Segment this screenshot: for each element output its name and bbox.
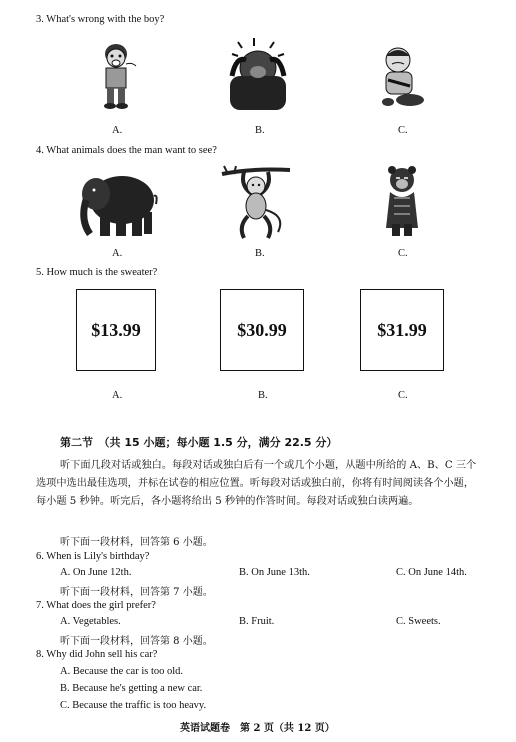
- q4-option-c: C.: [398, 248, 408, 259]
- monkey-icon: [220, 160, 292, 244]
- question-5-text: 5. How much is the sweater?: [36, 267, 158, 278]
- q8-option-a: A. Because the car is too old.: [60, 666, 184, 677]
- boy-coughing-icon: [92, 40, 140, 112]
- tiger-icon: [376, 164, 428, 240]
- elephant-icon: [78, 166, 158, 242]
- q8-option-c: C. Because the traffic is too heavy.: [60, 700, 207, 711]
- question-7-text: 7. What does the girl prefer?: [36, 600, 156, 611]
- price-box-a: $13.99: [76, 289, 156, 371]
- q7-option-c: C. Sweets.: [396, 616, 441, 627]
- question-8-text: 8. Why did John sell his car?: [36, 649, 158, 660]
- boy-stomachache-icon: [372, 44, 432, 110]
- q6-option-c: C. On June 14th.: [396, 567, 467, 578]
- section-heading: 第二节 （共 15 小题；每小题 1.5 分，满分 22.5 分）: [60, 436, 338, 449]
- q3-option-a: A.: [112, 125, 123, 136]
- material-8-note: 听下面一段材料，回答第 8 小题。: [60, 636, 213, 647]
- q8-option-b: B. Because he's getting a new car.: [60, 683, 203, 694]
- question-4-text: 4. What animals does the man want to see?: [36, 145, 217, 156]
- q3-option-c: C.: [398, 125, 408, 136]
- q7-option-b: B. Fruit.: [239, 616, 275, 627]
- section-instructions: 听下面几段对话或独白。每段对话或独白后有一个或几个小题，从题中所给的 A、B、C 三个选项中选出最佳选项，并标在试卷的相应位置。听每段对话或独白前，你将有时间阅读各个小题，每小题 5 秒钟。听完后，各小题将给出 5 秒钟的作答时间。每段对话或独白读两遍。: [36, 460, 477, 507]
- q4-option-b: B.: [255, 248, 265, 259]
- q4-option-a: A.: [112, 248, 123, 259]
- material-7-note: 听下面一段材料，回答第 7 小题。: [60, 587, 213, 598]
- q5-option-b: B.: [258, 390, 268, 401]
- page-footer: 英语试题卷 第 2 页（共 12 页）: [180, 723, 335, 734]
- price-box-c: $31.99: [360, 289, 444, 371]
- q6-option-a: A. On June 12th.: [60, 567, 132, 578]
- q3-option-b: B.: [255, 125, 265, 136]
- q7-option-a: A. Vegetables.: [60, 616, 121, 627]
- price-box-b: $30.99: [220, 289, 304, 371]
- q6-option-b: B. On June 13th.: [239, 567, 310, 578]
- material-6-note: 听下面一段材料，回答第 6 小题。: [60, 537, 213, 548]
- q5-option-c: C.: [398, 390, 408, 401]
- question-6-text: 6. When is Lily's birthday?: [36, 551, 150, 562]
- boy-headache-icon: [224, 36, 292, 112]
- question-3-text: 3. What's wrong with the boy?: [36, 14, 165, 25]
- q5-option-a: A.: [112, 390, 123, 401]
